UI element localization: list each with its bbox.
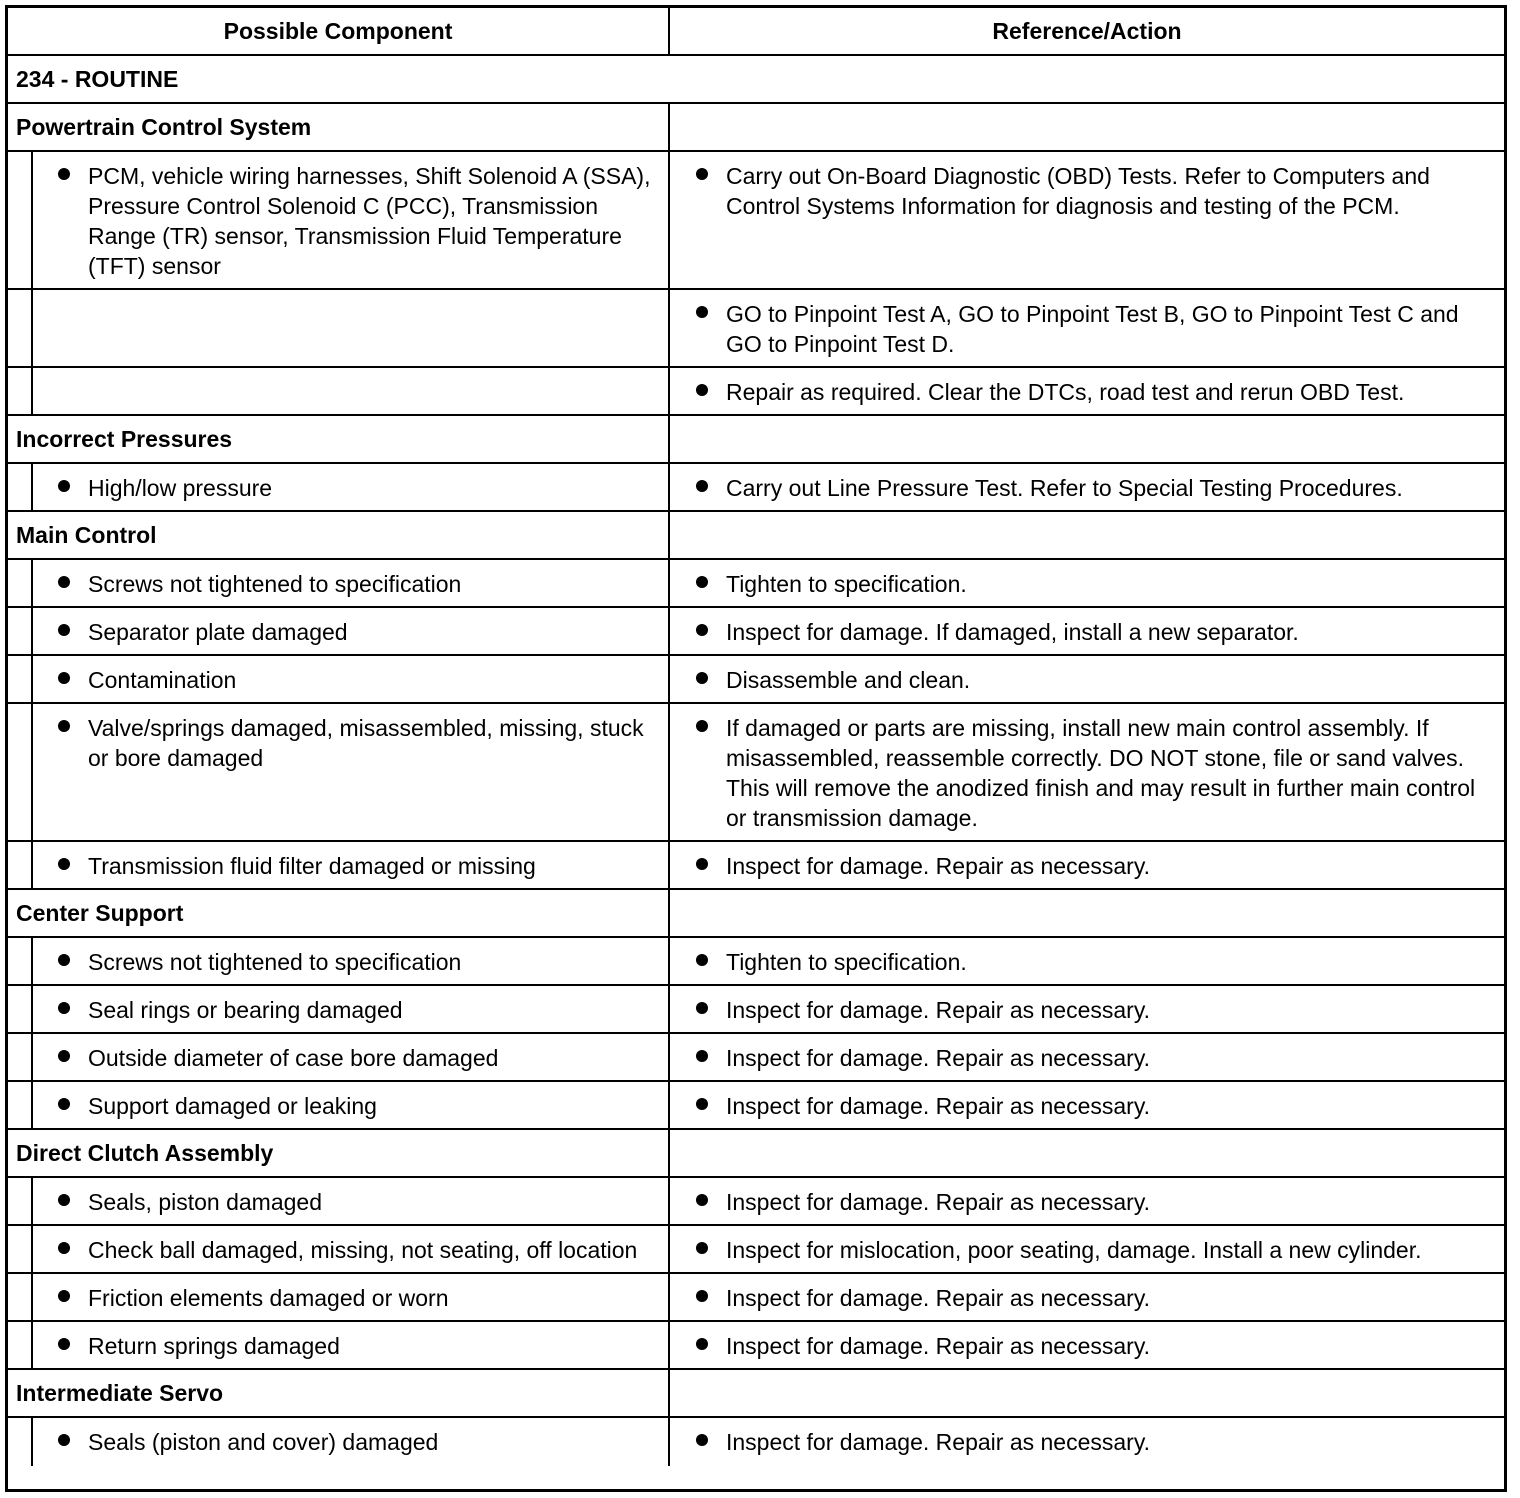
table-row bbox=[8, 1418, 1504, 1466]
column-divider bbox=[668, 1034, 670, 1080]
bullet-icon bbox=[696, 672, 708, 684]
bullet-icon bbox=[58, 1242, 70, 1254]
indent-divider bbox=[31, 1226, 33, 1272]
indent-divider bbox=[31, 560, 33, 606]
action-text: Carry out On-Board Diagnostic (OBD) Tests. Refer to Computers and Control Systems Information for diagnosis and testing of the PCM. bbox=[726, 163, 1430, 219]
bullet-icon bbox=[58, 1098, 70, 1110]
group-title: Center Support bbox=[16, 899, 184, 926]
bullet-icon bbox=[696, 720, 708, 732]
group-row bbox=[8, 512, 1504, 560]
action-text: Repair as required. Clear the DTCs, road test and rerun OBD Test. bbox=[726, 379, 1405, 405]
indent-divider bbox=[31, 1418, 33, 1466]
table-row bbox=[8, 1082, 1504, 1130]
column-divider bbox=[668, 104, 670, 150]
indent-divider bbox=[31, 938, 33, 984]
column-divider bbox=[668, 986, 670, 1032]
column-divider bbox=[668, 1370, 670, 1416]
bullet-icon bbox=[696, 1290, 708, 1302]
indent-divider bbox=[31, 290, 33, 366]
group-title: Powertrain Control System bbox=[16, 113, 312, 140]
bullet-icon bbox=[696, 306, 708, 318]
table-row bbox=[8, 656, 1504, 704]
component-text: Outside diameter of case bore damaged bbox=[88, 1045, 499, 1071]
bullet-icon bbox=[696, 168, 708, 180]
indent-divider bbox=[31, 1082, 33, 1128]
section-row bbox=[8, 56, 1504, 104]
indent-divider bbox=[31, 608, 33, 654]
column-divider bbox=[668, 656, 670, 702]
table-row bbox=[8, 290, 1504, 368]
column-divider bbox=[668, 1418, 670, 1466]
column-divider bbox=[668, 368, 670, 414]
bullet-icon bbox=[58, 858, 70, 870]
group-title: Main Control bbox=[16, 521, 157, 548]
bullet-icon bbox=[58, 1050, 70, 1062]
group-row bbox=[8, 104, 1504, 152]
table-row bbox=[8, 464, 1504, 512]
column-divider bbox=[668, 890, 670, 936]
indent-divider bbox=[31, 656, 33, 702]
action-text: Inspect for damage. Repair as necessary. bbox=[726, 1285, 1151, 1311]
bullet-icon bbox=[58, 954, 70, 966]
group-title: Direct Clutch Assembly bbox=[16, 1139, 274, 1166]
action-text: Inspect for damage. Repair as necessary. bbox=[726, 1333, 1151, 1359]
table-row bbox=[8, 368, 1504, 416]
action-text: Inspect for damage. Repair as necessary. bbox=[726, 1045, 1151, 1071]
table-row bbox=[8, 608, 1504, 656]
component-text: High/low pressure bbox=[88, 475, 273, 501]
action-text: If damaged or parts are missing, install new main control assembly. If misassembled, reassemble correctly. DO NOT stone, file or sand valves. This will remove the anodized finish and may result in further main control or transmission damage. bbox=[726, 715, 1476, 831]
section-title: 234 - ROUTINE bbox=[16, 65, 179, 92]
bullet-icon bbox=[58, 1002, 70, 1014]
table-row bbox=[8, 704, 1504, 842]
bullet-icon bbox=[58, 1194, 70, 1206]
table-row bbox=[8, 152, 1504, 290]
action-text: Tighten to specification. bbox=[726, 571, 967, 597]
column-divider bbox=[668, 560, 670, 606]
action-text: Disassemble and clean. bbox=[726, 667, 971, 693]
bullet-icon bbox=[58, 1434, 70, 1446]
table-row bbox=[8, 1226, 1504, 1274]
component-text: Contamination bbox=[88, 667, 237, 693]
indent-divider bbox=[31, 842, 33, 888]
table-row bbox=[8, 1322, 1504, 1370]
column-header-action: Reference/Action bbox=[992, 17, 1182, 44]
indent-divider bbox=[31, 368, 33, 414]
indent-divider bbox=[31, 1034, 33, 1080]
column-divider bbox=[668, 464, 670, 510]
component-text: Transmission fluid filter damaged or missing bbox=[88, 853, 536, 879]
column-divider bbox=[668, 512, 670, 558]
group-title: Intermediate Servo bbox=[16, 1379, 224, 1406]
action-text: Inspect for damage. Repair as necessary. bbox=[726, 1189, 1151, 1215]
indent-divider bbox=[31, 986, 33, 1032]
indent-divider bbox=[31, 152, 33, 288]
table-header-row bbox=[8, 8, 1504, 56]
column-divider bbox=[668, 1082, 670, 1128]
column-divider bbox=[668, 1274, 670, 1320]
bullet-icon bbox=[58, 1338, 70, 1350]
bullet-icon bbox=[696, 480, 708, 492]
component-text: Valve/springs damaged, misassembled, missing, stuck or bore damaged bbox=[88, 715, 644, 771]
action-text: Inspect for damage. Repair as necessary. bbox=[726, 1429, 1151, 1455]
bullet-icon bbox=[696, 1002, 708, 1014]
group-row bbox=[8, 1130, 1504, 1178]
indent-divider bbox=[31, 464, 33, 510]
column-divider bbox=[668, 1178, 670, 1224]
bullet-icon bbox=[696, 384, 708, 396]
group-title: Incorrect Pressures bbox=[16, 425, 233, 452]
table-row bbox=[8, 938, 1504, 986]
component-text: Seals, piston damaged bbox=[88, 1189, 322, 1215]
component-text: Return springs damaged bbox=[88, 1333, 340, 1359]
table-row bbox=[8, 1178, 1504, 1226]
bullet-icon bbox=[696, 954, 708, 966]
diagnostic-table bbox=[5, 5, 1507, 1492]
bullet-icon bbox=[696, 1242, 708, 1254]
table-row bbox=[8, 1034, 1504, 1082]
indent-divider bbox=[31, 1274, 33, 1320]
component-text: Separator plate damaged bbox=[88, 619, 348, 645]
column-divider bbox=[668, 842, 670, 888]
bullet-icon bbox=[58, 480, 70, 492]
bullet-icon bbox=[58, 672, 70, 684]
component-text: Screws not tightened to specification bbox=[88, 949, 462, 975]
group-row bbox=[8, 1370, 1504, 1418]
action-text: Inspect for damage. If damaged, install a new separator. bbox=[726, 619, 1299, 645]
bullet-icon bbox=[696, 624, 708, 636]
bullet-icon bbox=[58, 624, 70, 636]
component-text: Friction elements damaged or worn bbox=[88, 1285, 449, 1311]
bullet-icon bbox=[58, 576, 70, 588]
bullet-icon bbox=[696, 858, 708, 870]
component-text: Check ball damaged, missing, not seating, off location bbox=[88, 1237, 638, 1263]
component-text: Seal rings or bearing damaged bbox=[88, 997, 403, 1023]
column-divider bbox=[668, 1130, 670, 1176]
component-text: PCM, vehicle wiring harnesses, Shift Solenoid A (SSA), Pressure Control Solenoid C (PCC), Transmission Range (TR) sensor, Transmission Fluid Temperature (TFT) sensor bbox=[88, 163, 651, 279]
column-divider bbox=[668, 938, 670, 984]
column-divider bbox=[668, 416, 670, 462]
component-text: Screws not tightened to specification bbox=[88, 571, 462, 597]
column-divider bbox=[668, 152, 670, 288]
group-row bbox=[8, 890, 1504, 938]
table-row bbox=[8, 986, 1504, 1034]
bullet-icon bbox=[696, 1338, 708, 1350]
bullet-icon bbox=[696, 1194, 708, 1206]
action-text: Inspect for damage. Repair as necessary. bbox=[726, 853, 1151, 879]
bullet-icon bbox=[696, 1098, 708, 1110]
table-row bbox=[8, 1274, 1504, 1322]
column-divider bbox=[668, 1226, 670, 1272]
component-text: Support damaged or leaking bbox=[88, 1093, 377, 1119]
indent-divider bbox=[31, 1322, 33, 1368]
action-text: Tighten to specification. bbox=[726, 949, 967, 975]
column-header-component: Possible Component bbox=[223, 17, 453, 44]
action-text: Inspect for damage. Repair as necessary. bbox=[726, 1093, 1151, 1119]
column-divider bbox=[668, 704, 670, 840]
bullet-icon bbox=[58, 720, 70, 732]
action-text: Carry out Line Pressure Test. Refer to Special Testing Procedures. bbox=[726, 475, 1403, 501]
column-divider bbox=[668, 1322, 670, 1368]
table-row bbox=[8, 560, 1504, 608]
component-text: Seals (piston and cover) damaged bbox=[88, 1429, 439, 1455]
bullet-icon bbox=[58, 168, 70, 180]
action-text: GO to Pinpoint Test A, GO to Pinpoint Test B, GO to Pinpoint Test C and GO to Pinpoint Test D. bbox=[726, 301, 1459, 357]
action-text: Inspect for damage. Repair as necessary. bbox=[726, 997, 1151, 1023]
table-row bbox=[8, 842, 1504, 890]
bullet-icon bbox=[696, 576, 708, 588]
bullet-icon bbox=[696, 1434, 708, 1446]
indent-divider bbox=[31, 1178, 33, 1224]
column-divider bbox=[668, 608, 670, 654]
indent-divider bbox=[31, 704, 33, 840]
column-divider bbox=[668, 290, 670, 366]
group-row bbox=[8, 416, 1504, 464]
bullet-icon bbox=[58, 1290, 70, 1302]
action-text: Inspect for mislocation, poor seating, damage. Install a new cylinder. bbox=[726, 1237, 1422, 1263]
bullet-icon bbox=[696, 1050, 708, 1062]
